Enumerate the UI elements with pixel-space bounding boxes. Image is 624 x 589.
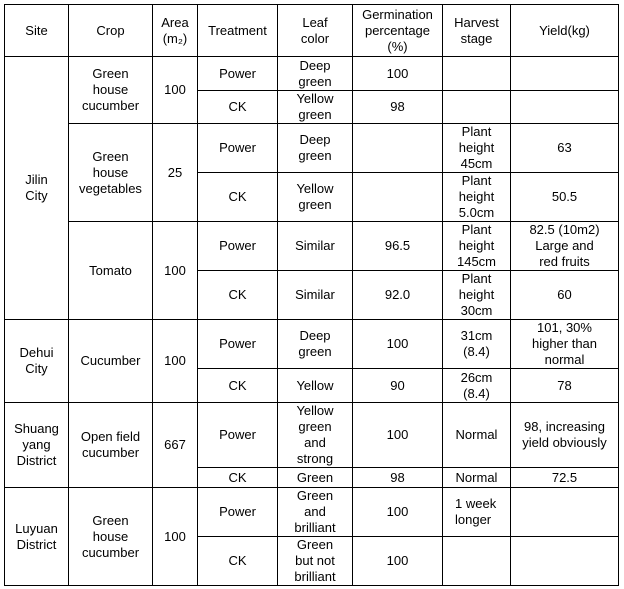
crop-cell: Green house vegetables	[69, 124, 153, 222]
area-cell: 100	[153, 320, 198, 403]
harvest-cell: Normal	[443, 468, 511, 488]
harvest-cell: Plant height 45cm	[443, 124, 511, 173]
header-leaf-color: Leaf color	[278, 5, 353, 57]
leaf-color-cell: Yellow green	[278, 173, 353, 222]
leaf-color-cell: Deep green	[278, 320, 353, 369]
treatment-cell: Power	[198, 222, 278, 271]
germination-cell: 100	[353, 537, 443, 586]
site-cell: Luyuan District	[5, 488, 69, 586]
leaf-color-cell: Deep green	[278, 124, 353, 173]
germination-cell: 98	[353, 468, 443, 488]
treatment-cell: Power	[198, 488, 278, 537]
site-cell: Shuang yang District	[5, 403, 69, 488]
treatment-cell: Power	[198, 57, 278, 91]
leaf-color-cell: Similar	[278, 222, 353, 271]
germination-cell: 90	[353, 369, 443, 403]
area-cell: 100	[153, 488, 198, 586]
leaf-color-cell: Similar	[278, 271, 353, 320]
yield-cell: 78	[511, 369, 619, 403]
table-row	[5, 320, 619, 369]
yield-cell: 72.5	[511, 468, 619, 488]
header-crop: Crop	[69, 5, 153, 57]
results-table	[4, 4, 619, 586]
harvest-cell	[443, 537, 511, 586]
harvest-cell: Plant height 5.0cm	[443, 173, 511, 222]
germination-cell: 100	[353, 57, 443, 91]
leaf-color-cell: Yellow green and strong	[278, 403, 353, 468]
yield-cell	[511, 91, 619, 124]
treatment-cell: Power	[198, 124, 278, 173]
site-cell: Jilin City	[5, 57, 69, 320]
treatment-cell: CK	[198, 468, 278, 488]
yield-cell: 101, 30% higher than normal	[511, 320, 619, 369]
area-cell: 100	[153, 57, 198, 124]
area-cell: 667	[153, 403, 198, 488]
leaf-color-cell: Yellow green	[278, 91, 353, 124]
table-row	[5, 124, 619, 173]
table-row	[5, 403, 619, 468]
header-area: Area (m₂)	[153, 5, 198, 57]
leaf-color-cell: Green and brilliant	[278, 488, 353, 537]
header-germination: Germination percentage (%)	[353, 5, 443, 57]
germination-cell: 100	[353, 488, 443, 537]
yield-cell	[511, 57, 619, 91]
yield-cell: 60	[511, 271, 619, 320]
harvest-cell: 1 week longer	[443, 488, 511, 537]
germination-cell: 92.0	[353, 271, 443, 320]
germination-cell	[353, 124, 443, 173]
leaf-color-cell: Green but not brilliant	[278, 537, 353, 586]
crop-cell: Green house cucumber	[69, 57, 153, 124]
yield-cell: 82.5 (10m2) Large and red fruits	[511, 222, 619, 271]
yield-cell	[511, 488, 619, 537]
germination-cell	[353, 173, 443, 222]
germination-cell: 98	[353, 91, 443, 124]
header-harvest-stage: Harvest stage	[443, 5, 511, 57]
crop-cell: Cucumber	[69, 320, 153, 403]
table-row	[5, 57, 619, 91]
harvest-cell: Normal	[443, 403, 511, 468]
treatment-cell: CK	[198, 369, 278, 403]
harvest-cell: 31cm (8.4)	[443, 320, 511, 369]
harvest-cell: 26cm (8.4)	[443, 369, 511, 403]
leaf-color-cell: Yellow	[278, 369, 353, 403]
yield-cell: 98, increasing yield obviously	[511, 403, 619, 468]
treatment-cell: Power	[198, 403, 278, 468]
header-site: Site	[5, 5, 69, 57]
yield-cell: 63	[511, 124, 619, 173]
table-row	[5, 488, 619, 537]
treatment-cell: CK	[198, 91, 278, 124]
germination-cell: 100	[353, 320, 443, 369]
treatment-cell: Power	[198, 320, 278, 369]
crop-cell: Tomato	[69, 222, 153, 320]
treatment-cell: CK	[198, 271, 278, 320]
harvest-cell	[443, 91, 511, 124]
yield-cell: 50.5	[511, 173, 619, 222]
harvest-cell	[443, 57, 511, 91]
leaf-color-cell: Deep green	[278, 57, 353, 91]
crop-cell: Open field cucumber	[69, 403, 153, 488]
leaf-color-cell: Green	[278, 468, 353, 488]
header-yield: Yield(kg)	[511, 5, 619, 57]
treatment-cell: CK	[198, 173, 278, 222]
header-treatment: Treatment	[198, 5, 278, 57]
treatment-cell: CK	[198, 537, 278, 586]
area-cell: 25	[153, 124, 198, 222]
germination-cell: 96.5	[353, 222, 443, 271]
yield-cell	[511, 537, 619, 586]
header-row	[5, 5, 619, 57]
harvest-cell: Plant height 30cm	[443, 271, 511, 320]
harvest-cell: Plant height 145cm	[443, 222, 511, 271]
site-cell: Dehui City	[5, 320, 69, 403]
table-row	[5, 222, 619, 271]
area-cell: 100	[153, 222, 198, 320]
germination-cell: 100	[353, 403, 443, 468]
crop-cell: Green house cucumber	[69, 488, 153, 586]
